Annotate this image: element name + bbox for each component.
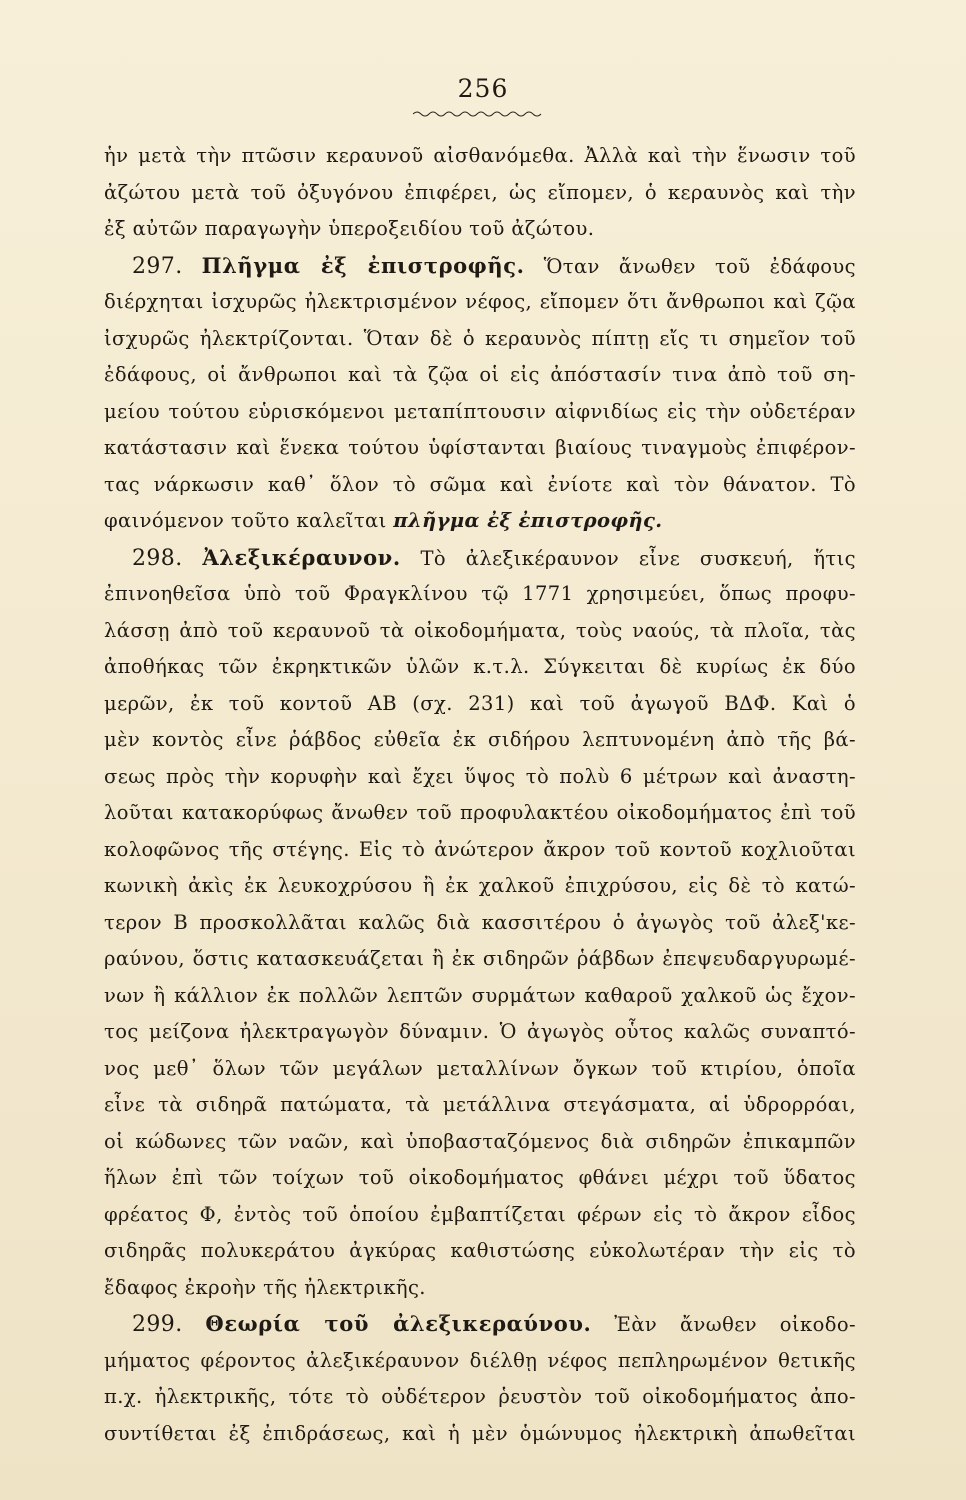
line-text: κολοφῶνος τῆς στέγης. Εἰς τὸ ἀνώτερον ἄκρον τοῦ κοντοῦ κοχλιοῦται	[104, 837, 856, 861]
text-line	[104, 248, 856, 285]
line-text: φαινόμενον τοῦτο καλεῖται	[104, 509, 387, 532]
section-heading: Πλῆγμα ἐξ ἐπιστροφῆς.	[201, 252, 525, 278]
text-line	[104, 540, 856, 577]
text-line	[104, 832, 856, 869]
line-text: ἀποθήκας τῶν ἐκρηκτικῶν ὑλῶν κ.τ.λ. Σύγκειται δὲ κυρίως ἐκ δύο	[104, 655, 856, 678]
text-line	[104, 1379, 856, 1416]
text-line	[104, 613, 856, 650]
line-text: ἐξ αὐτῶν παραγωγὴν ὑπεροξειδίου τοῦ ἀζώτου.	[104, 217, 595, 240]
line-text: Ἐὰν ἄνωθεν οἰκοδο-	[614, 1313, 856, 1336]
text-line	[104, 576, 856, 613]
line-text: οἱ κώδωνες τῶν ναῶν, καὶ ὑποβασταζόμενος διὰ σιδηρῶν ἐπικαμπῶν	[104, 1129, 856, 1153]
emphasized-term: πλῆγμα ἐξ ἐπιστροφῆς.	[393, 509, 663, 532]
body-text	[104, 138, 856, 1452]
text-line	[104, 759, 856, 796]
ornament-rule	[413, 108, 543, 120]
line-text: ἐδάφους, οἱ ἄνθρωποι καὶ τὰ ζῷα οἱ εἰς ἀπόστασίν τινα ἀπὸ τοῦ ση-	[104, 363, 856, 386]
line-text: ἰσχυρῶς ἠλεκτρίζονται. Ὅταν δὲ ὁ κεραυνὸς πίπτῃ εἴς τι σημεῖον τοῦ	[104, 326, 856, 350]
text-line	[104, 1416, 856, 1453]
text-line	[104, 905, 856, 942]
line-text: φρέατος Φ, ἐντὸς τοῦ ὁποίου ἐμβαπτίζεται φέρων εἰς τὸ ἄκρον εἶδος	[104, 1202, 856, 1226]
text-line	[104, 1124, 856, 1161]
line-text: Ὅταν ἄνωθεν τοῦ ἐδάφους	[543, 254, 856, 278]
line-text: τερον Β προσκολλᾶται καλῶς διὰ κασσιτέρου ὁ ἀγωγὸς τοῦ ἀλεξ'κε-	[104, 910, 856, 934]
text-line	[104, 1014, 856, 1051]
section-number: 297.	[132, 253, 183, 279]
section-number: 299.	[132, 1312, 183, 1337]
line-text: εἶνε τὰ σιδηρᾶ πατώματα, τὰ μετάλλινα στεγάσματα, αἱ ὑδρορρόαι,	[104, 1093, 856, 1116]
line-text: ἀζώτου μετὰ τοῦ ὀξυγόνου ἐπιφέρει, ὡς εἴπομεν, ὁ κεραυνὸς καὶ τὴν	[104, 180, 856, 204]
text-line	[104, 503, 856, 540]
text-line	[104, 1197, 856, 1234]
line-text: νων ἢ κάλλιον ἐκ πολλῶν λεπτῶν συρμάτων καθαροῦ χαλκοῦ ὡς ἔχον-	[104, 983, 856, 1007]
text-line	[104, 1306, 856, 1343]
line-text: κωνικὴ ἀκὶς ἐκ λευκοχρύσου ἢ ἐκ χαλκοῦ ἐπιχρύσου, εἰς δὲ τὸ κατώ-	[104, 874, 856, 897]
line-text: Τὸ ἀλεξικέραυνον εἶνε συσκευή, ἥτις	[420, 546, 856, 570]
text-line	[104, 941, 856, 978]
text-line	[104, 649, 856, 686]
line-text: νος μεθ᾽ ὅλων τῶν μεγάλων μεταλλίνων ὄγκων τοῦ κτιρίου, ὁποῖα	[104, 1056, 856, 1080]
line-text: ραύνου, ὅστις κατασκευάζεται ἢ ἐκ σιδηρῶν ῥάβδων ἐπεψευδαργυρωμέ-	[104, 947, 856, 970]
text-line	[104, 795, 856, 832]
text-line	[104, 284, 856, 321]
text-line	[104, 321, 856, 358]
line-text: μήματος φέροντος ἀλεξικέραυνον διέλθῃ νέφος πεπληρωμένον θετικῆς	[104, 1348, 856, 1372]
text-line	[104, 1343, 856, 1380]
text-line	[104, 211, 856, 248]
line-text: κατάστασιν καὶ ἕνεκα τούτου ὑφίστανται βιαίους τιναγμοὺς ἐπιφέρον-	[104, 436, 856, 459]
line-text: π.χ. ἠλεκτρικῆς, τότε τὸ οὐδέτερον ῥευστὸν τοῦ οἰκοδομήματος ἀπο-	[104, 1385, 856, 1408]
line-text: συντίθεται ἐξ ἐπιδράσεως, καὶ ἡ μὲν ὁμώνυμος ἠλεκτρικὴ ἀπωθεῖται	[104, 1421, 856, 1445]
line-text: τας νάρκωσιν καθ᾽ ὅλον τὸ σῶμα καὶ ἐνίοτε καὶ τὸν θάνατον. Τὸ	[104, 472, 856, 496]
text-line	[104, 868, 856, 905]
section-heading: Θεωρία τοῦ ἀλεξικεραύνου.	[205, 1311, 592, 1336]
text-line	[104, 978, 856, 1015]
text-line	[104, 138, 856, 175]
line-text: μερῶν, ἐκ τοῦ κοντοῦ ΑΒ (σχ. 231) καὶ τοῦ ἀγωγοῦ ΒΔΦ. Καὶ ὁ	[104, 691, 856, 715]
line-text: λάσσῃ ἀπὸ τοῦ κεραυνοῦ τὰ οἰκοδομήματα, τοὺς ναούς, τὰ πλοῖα, τὰς	[104, 618, 856, 642]
line-text: διέρχηται ἰσχυρῶς ἠλεκτρισμένον νέφος, εἴπομεν ὅτι ἄνθρωποι καὶ ζῷα	[104, 290, 856, 313]
line-text: λοῦται κατακορύφως ἄνωθεν τοῦ προφυλακτέου οἰκοδομήματος ἐπὶ τοῦ	[104, 801, 856, 824]
text-line	[104, 467, 856, 504]
text-line	[104, 357, 856, 394]
text-line	[104, 686, 856, 723]
text-line	[104, 1087, 856, 1124]
text-line	[104, 722, 856, 759]
line-text: ἥλων ἐπὶ τῶν τοίχων τοῦ οἰκοδομήματος φθάνει μέχρι τοῦ ὕδατος	[104, 1166, 856, 1189]
text-line	[104, 175, 856, 212]
line-text: ἐπινοηθεῖσα ὑπὸ τοῦ Φραγκλίνου τῷ 1771 χρησιμεύει, ὅπως προφυ-	[104, 582, 856, 605]
text-line	[104, 1233, 856, 1270]
page-number: 256	[457, 74, 509, 103]
text-line	[104, 394, 856, 431]
text-line	[104, 1160, 856, 1197]
text-line	[104, 1270, 856, 1307]
text-line	[104, 430, 856, 467]
section-heading: Ἀλεξικέραυνον.	[202, 544, 401, 570]
line-text: τος μείζονα ἠλεκτραγωγὸν δύναμιν. Ὁ ἀγωγὸς οὗτος καλῶς συναπτό-	[104, 1020, 856, 1043]
section-number: 298.	[132, 545, 183, 571]
line-text: μείου τούτου εὑρισκόμενοι μεταπίπτουσιν αἰφνιδίως εἰς τὴν οὐδετέραν	[104, 399, 856, 423]
line-text: σιδηρᾶς πολυκεράτου ἀγκύρας καθιστώσης εὐκολωτέραν τὴν εἰς τὸ	[104, 1239, 856, 1262]
line-text: μὲν κοντὸς εἶνε ῥάβδος εὐθεῖα ἐκ σιδήρου λεπτυνομένη ἀπὸ τῆς βά-	[104, 728, 856, 751]
line-text: σεως πρὸς τὴν κορυφὴν καὶ ἔχει ὕψος τὸ πολὺ 6 μέτρων καὶ ἀναστη-	[104, 764, 856, 788]
line-text: ἔδαφος ἐκροὴν τῆς ἠλεκτρικῆς.	[104, 1275, 426, 1299]
line-text: ἡν μετὰ τὴν πτῶσιν κεραυνοῦ αἰσθανόμεθα. Ἀλλὰ καὶ τὴν ἕνωσιν τοῦ	[104, 144, 856, 167]
text-line	[104, 1051, 856, 1088]
